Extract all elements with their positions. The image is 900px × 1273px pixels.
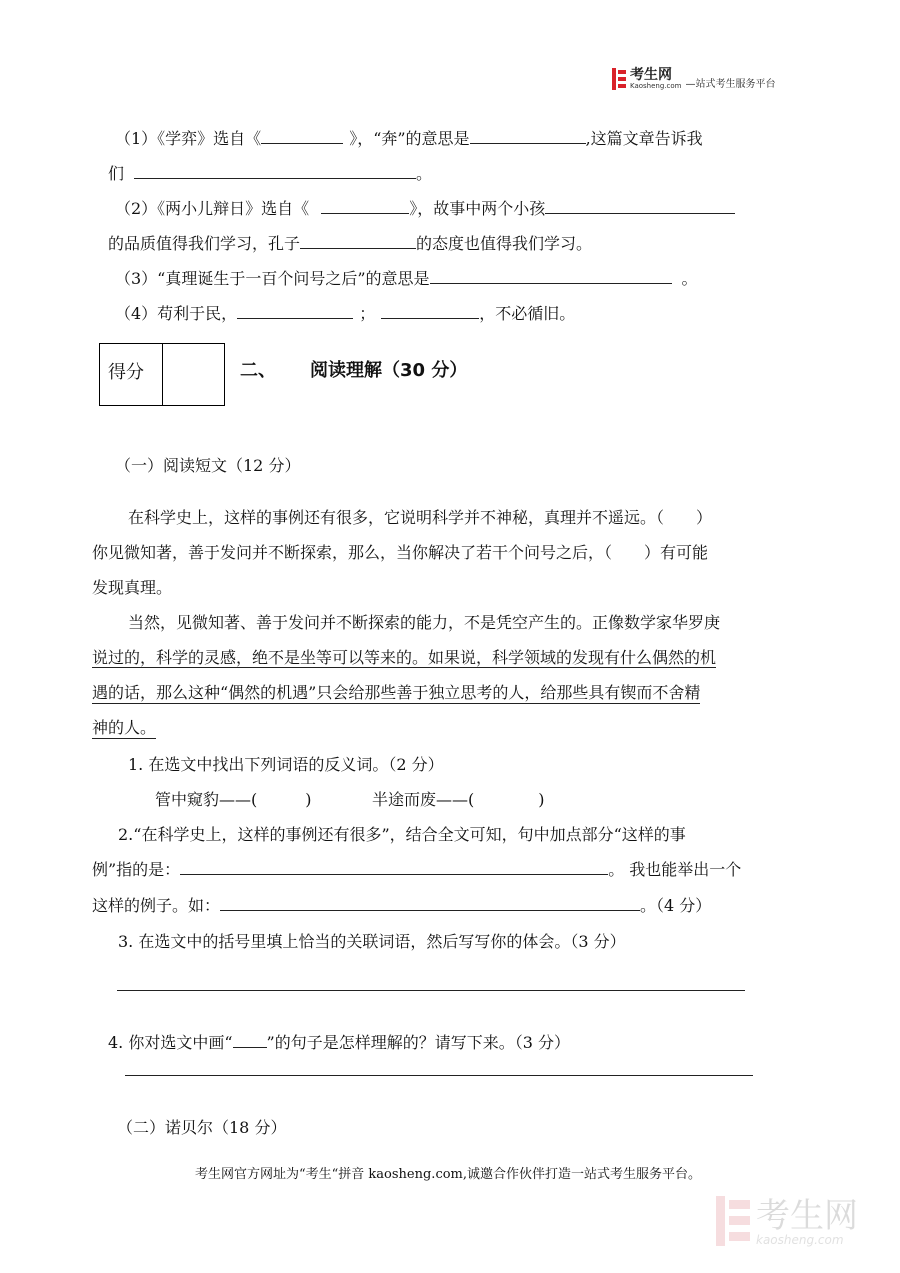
question-4: （4）苟利于民， ； ，不必循旧。 (115, 301, 575, 324)
item-3-title: 3. 在选文中的括号里填上恰当的关联词语，然后写写你的体会。（3 分） (118, 932, 626, 951)
answer-blank[interactable] (180, 857, 608, 875)
passage-p2-line-4: 神的人。 (92, 715, 156, 739)
passage-p1-line-3: 发现真理。 (92, 578, 173, 597)
answer-blank[interactable] (237, 301, 353, 319)
answer-blank[interactable] (321, 196, 409, 214)
watermark-domain: kaosheng.com (756, 1233, 844, 1247)
underline-marker (233, 1030, 267, 1048)
answer-blank[interactable] (220, 893, 640, 911)
answer-blank[interactable] (470, 126, 586, 144)
section-2-title: 阅读理解（30 分） (310, 360, 468, 381)
watermark (716, 1196, 858, 1250)
watermark-text: 考生网 (756, 1196, 858, 1236)
item-1-word-2[interactable]: 半途而废——( ) (372, 790, 545, 809)
answer-blank[interactable] (261, 126, 343, 144)
item-4-answer-line[interactable] (125, 1075, 753, 1076)
logo-slogan: —站式考生服务平台 (685, 78, 776, 90)
question-3: （3）“真理诞生于一百个问号之后”的意思是 。 (115, 266, 698, 289)
passage-p1-line-1: 在科学史上，这样的事例还有很多，它说明科学并不神秘，真理并不遥远。（ ） (128, 508, 713, 527)
item-4-title: 4. 你对选文中画“ ”的句子是怎样理解的？请写下来。（3 分） (108, 1030, 570, 1053)
passage-p2-line-1: 当然，见微知著、善于发问并不断探索的能力，不是凭空产生的。正像数学家华罗庚 (128, 613, 721, 632)
passage-p2-line-3: 遇的话，那么这种“偶然的机遇”只会给那些善于独立思考的人，给那些具有锲而不舍精 (92, 680, 700, 704)
footer-text: 考生网官方网址为“考生“拼音 kaosheng.com,诚邀合作伙伴打造一站式考生服务平台。 (195, 1167, 702, 1182)
underlined-sentence: 如果说，科学领域的发现有什么偶然的机 (428, 648, 717, 667)
answer-blank[interactable] (134, 161, 416, 179)
question-1-line-2: 们 。 (108, 161, 432, 184)
section-2-number: 二、 (240, 360, 276, 381)
passage-p2-line-2: 说过的，科学的灵感，绝不是坐等可以等来的。如果说，科学领域的发现有什么偶然的机 (92, 648, 717, 667)
logo-name: 考生网 (630, 67, 672, 83)
header-logo (612, 68, 776, 90)
question-2-line-2: 的品质值得我们学习，孔子 的态度也值得我们学习。 (108, 231, 592, 254)
part-2-heading: （二）诺贝尔（18 分） (117, 1118, 287, 1137)
answer-blank[interactable] (381, 301, 479, 319)
item-1-word-1[interactable]: 管中窥豹——( ) (155, 790, 312, 809)
score-box (99, 343, 225, 406)
item-1-title: 1. 在选文中找出下列词语的反义词。（2 分） (128, 755, 444, 774)
question-2-line-1: （2）《两小儿辩日》选自《 》，故事中两个小孩 (115, 196, 735, 219)
part-1-heading: （一）阅读短文（12 分） (115, 456, 301, 475)
logo-mark-icon (612, 68, 626, 90)
answer-blank[interactable] (300, 231, 416, 249)
answer-blank[interactable] (545, 196, 735, 214)
item-2-line-2: 例”指的是： 。 我也能举出一个 (92, 857, 741, 880)
item-2-line-1: 2.“在科学史上，这样的事例还有很多”，结合全文可知，句中加点部分“这样的事 (118, 825, 686, 844)
question-1-line-1: （1）《学弈》选自《 》，“奔”的意思是 ,这篇文章告诉我 (115, 126, 703, 149)
logo-domain: Kaosheng.com (630, 82, 682, 90)
item-3-answer-line[interactable] (117, 990, 745, 991)
passage-p1-line-2: 你见微知著，善于发问并不断探索，那么，当你解决了若干个问号之后，（ ）有可能 (92, 543, 709, 562)
item-2-line-3: 这样的例子。如： 。（4 分） (92, 893, 711, 916)
answer-blank[interactable] (430, 266, 672, 284)
watermark-logo-icon (716, 1196, 750, 1250)
score-box-divider (162, 344, 163, 405)
score-label: 得分 (108, 362, 144, 383)
